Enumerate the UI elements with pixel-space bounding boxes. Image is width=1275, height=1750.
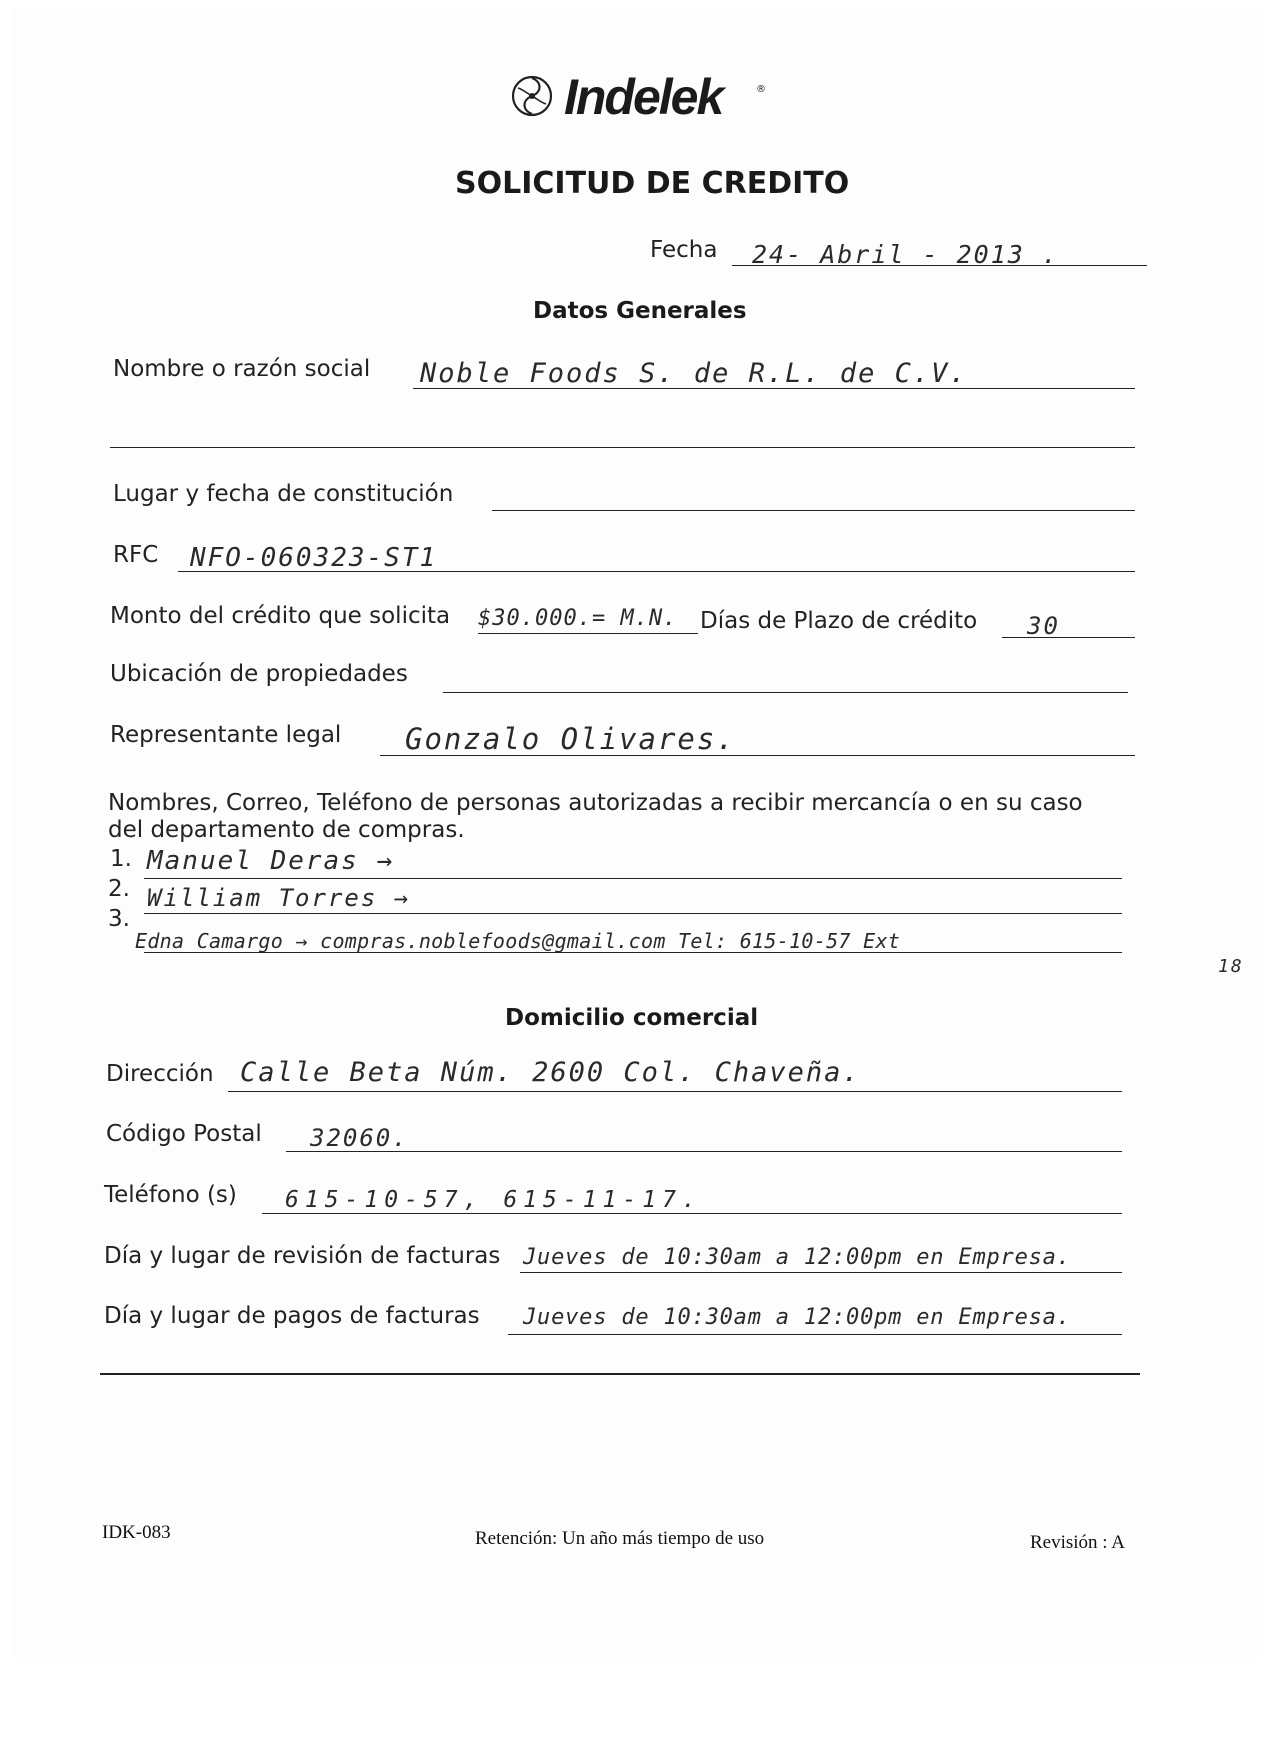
autorizado-3-number: 3. [108, 906, 130, 932]
direccion-label: Dirección [106, 1061, 214, 1087]
razon-social-line-2 [110, 447, 1135, 448]
footer-retencion: Retención: Un año más tiempo de uso [475, 1528, 765, 1549]
datos-generales-heading: Datos Generales [533, 298, 747, 324]
autorizado-3-value[interactable]: Edna Camargo → compras.noblefoods@gmail.com Tel: 615-10-57 Ext [135, 929, 901, 953]
representante-value[interactable]: Gonzalo Olivares. [405, 722, 736, 756]
autorizado-1-value[interactable]: Manuel Deras → [147, 846, 395, 876]
pagos-line [508, 1334, 1122, 1335]
razon-social-value[interactable]: Noble Foods S. de R.L. de C.V. [420, 358, 968, 389]
fecha-value[interactable]: 24- Abril - 2013 . [752, 240, 1059, 269]
telefono-label: Teléfono (s) [104, 1182, 237, 1208]
footer-code: IDK-083 [102, 1522, 171, 1543]
plazo-value[interactable]: 30 [1027, 612, 1060, 640]
autorizado-3-ext[interactable]: 18 [1218, 956, 1244, 977]
codigo-postal-value[interactable]: 32060. [310, 1124, 409, 1152]
indelek-logo-icon [508, 72, 556, 120]
form-bottom-rule [100, 1373, 1140, 1375]
codigo-postal-line [286, 1151, 1122, 1152]
codigo-postal-label: Código Postal [106, 1121, 262, 1147]
logo-registered-mark: ® [756, 84, 766, 95]
direccion-line [228, 1091, 1122, 1092]
autorizados-label-2: del departamento de compras. [108, 817, 465, 843]
telefono-line [262, 1213, 1122, 1214]
pagos-label: Día y lugar de pagos de facturas [104, 1303, 480, 1329]
autorizado-1-number: 1. [110, 846, 132, 872]
propiedades-line [443, 692, 1128, 693]
telefono-value[interactable]: 615-10-57, 615-11-17. [285, 1187, 702, 1213]
razon-social-label: Nombre o razón social [113, 356, 371, 382]
revision-value[interactable]: Jueves de 10:30am a 12:00pm en Empresa. [523, 1245, 1071, 1270]
revision-label: Día y lugar de revisión de facturas [104, 1243, 501, 1269]
autorizados-label-1: Nombres, Correo, Teléfono de personas autorizadas a recibir mercancía o en su caso [108, 790, 1083, 816]
autorizado-2-number: 2. [108, 876, 130, 902]
monto-line [478, 633, 698, 634]
domicilio-heading: Domicilio comercial [505, 1005, 759, 1031]
plazo-line [1002, 637, 1135, 638]
representante-label: Representante legal [110, 722, 342, 748]
revision-line [520, 1272, 1122, 1273]
pagos-value[interactable]: Jueves de 10:30am a 12:00pm en Empresa. [523, 1305, 1071, 1330]
footer-revision: Revisión : A [1030, 1532, 1126, 1553]
monto-value[interactable]: $30.000.= M.N. [478, 606, 678, 631]
rfc-value[interactable]: NFO-060323-ST1 [190, 543, 438, 573]
propiedades-label: Ubicación de propiedades [110, 661, 408, 687]
autorizado-1-line [144, 878, 1122, 879]
constitucion-line [492, 510, 1135, 511]
autorizado-2-line [144, 913, 1122, 914]
monto-label: Monto del crédito que solicita [110, 603, 451, 629]
plazo-label: Días de Plazo de crédito [700, 608, 978, 634]
fecha-label: Fecha [650, 237, 718, 263]
rfc-label: RFC [113, 542, 159, 568]
logo-text: Indelek [564, 69, 723, 125]
page-title: SOLICITUD DE CREDITO [455, 166, 850, 201]
direccion-value[interactable]: Calle Beta Núm. 2600 Col. Chaveña. [240, 1057, 861, 1088]
constitucion-label: Lugar y fecha de constitución [113, 481, 454, 507]
autorizado-2-value[interactable]: William Torres → [147, 884, 411, 912]
